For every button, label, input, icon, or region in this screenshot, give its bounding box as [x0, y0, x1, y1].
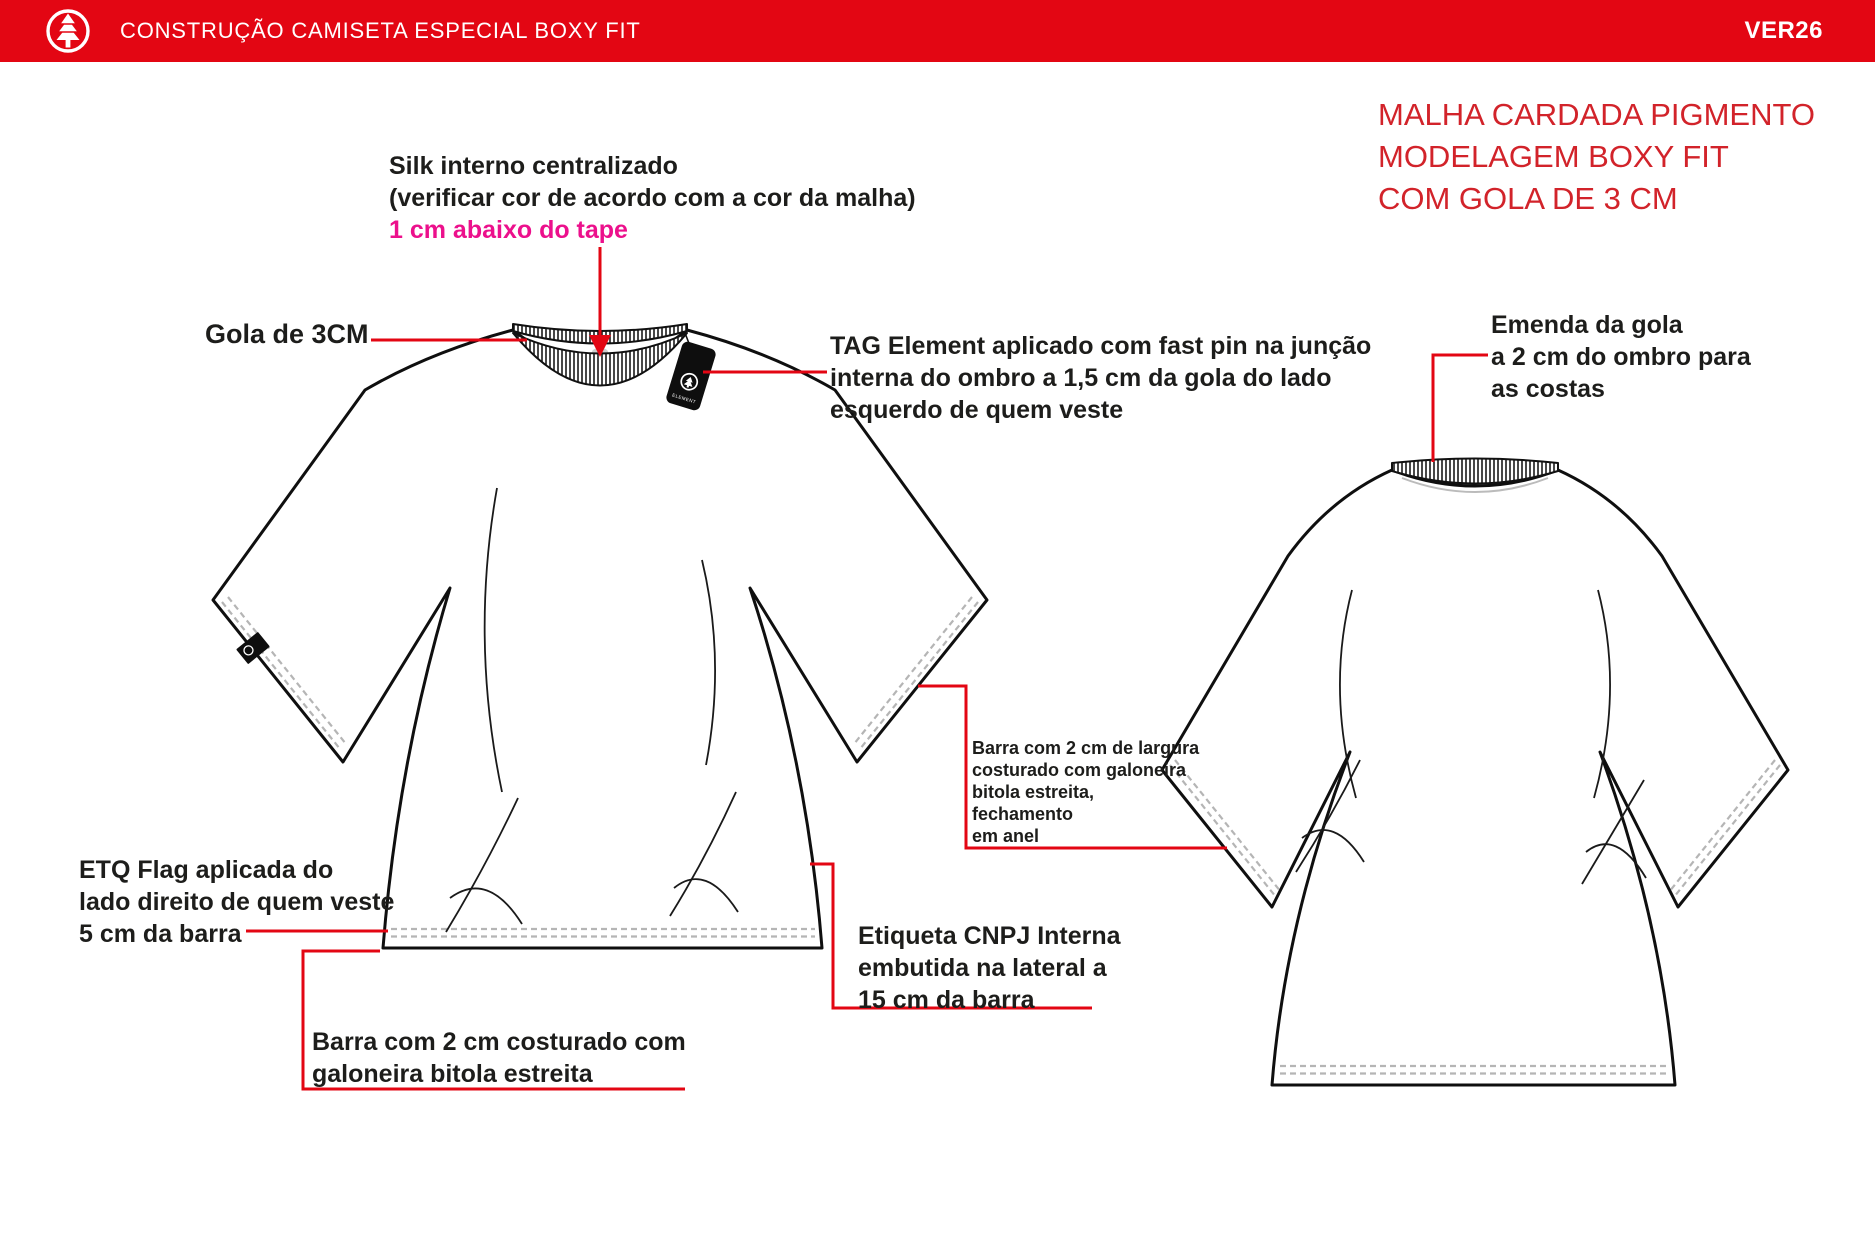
annotation-silk — [389, 150, 916, 246]
annotation-line: Barra com 2 cm de largura — [972, 738, 1200, 758]
annotation-line: ETQ Flag aplicada do — [79, 856, 334, 884]
leader-collar-seam — [1433, 355, 1488, 462]
annotation-line: 15 cm da barra — [858, 986, 1035, 1014]
annotation-etq-flag — [79, 854, 394, 950]
annotation-line: (verificar cor de acordo com a cor da malha) — [389, 184, 916, 212]
annotation-line: interna do ombro a 1,5 cm da gola do lado — [830, 364, 1332, 392]
annotation-line: fechamento — [972, 804, 1074, 824]
back-body-outline — [1162, 470, 1788, 1085]
annotation-cnpj-label — [858, 920, 1121, 1016]
annotation-highlight: 1 cm abaixo do tape — [389, 216, 628, 244]
annotation-line: TAG Element aplicado com fast pin na junção — [830, 332, 1372, 360]
annotation-line: galoneira bitola estreita — [312, 1060, 593, 1088]
version-badge: VER26 — [1744, 17, 1823, 44]
spec-heading-line: COM GOLA DE 3 CM — [1378, 181, 1678, 216]
annotation-line: bitola estreita, — [972, 782, 1095, 802]
annotation-sleeve-hem — [972, 737, 1199, 847]
annotation-line: Emenda da gola — [1491, 311, 1683, 339]
annotation-line: embutida na lateral a — [858, 954, 1107, 982]
spec-heading — [1378, 94, 1815, 220]
page-title: CONSTRUÇÃO CAMISETA ESPECIAL BOXY FIT — [120, 18, 641, 43]
annotation-line: a 2 cm do ombro para — [1491, 343, 1751, 371]
annotation-line: as costas — [1491, 375, 1605, 403]
annotation-line: 5 cm da barra — [79, 920, 242, 948]
annotation-line: costurado com galoneira — [972, 760, 1187, 780]
annotation-line: Etiqueta CNPJ Interna — [858, 922, 1121, 950]
annotation-line: lado direito de quem veste — [79, 888, 395, 916]
annotation-collar-seam — [1491, 309, 1751, 405]
annotation-line: em anel — [972, 826, 1040, 846]
annotation-tag-element — [830, 330, 1371, 426]
back-shirt-drawing — [1162, 459, 1788, 1086]
annotation-collar — [205, 318, 369, 350]
spec-heading-line: MALHA CARDADA PIGMENTO — [1378, 97, 1815, 132]
annotation-line: Barra com 2 cm costurado com — [312, 1028, 686, 1056]
annotation-line: esquerdo de quem veste — [830, 396, 1124, 424]
annotation-bottom-hem — [312, 1026, 686, 1090]
annotation-line: Silk interno centralizado — [389, 152, 678, 180]
svg-text:ELEMENT: ELEMENT — [671, 392, 697, 405]
spec-heading-line: MODELAGEM BOXY FIT — [1378, 139, 1729, 174]
annotation-line: Gola de 3CM — [205, 319, 369, 349]
